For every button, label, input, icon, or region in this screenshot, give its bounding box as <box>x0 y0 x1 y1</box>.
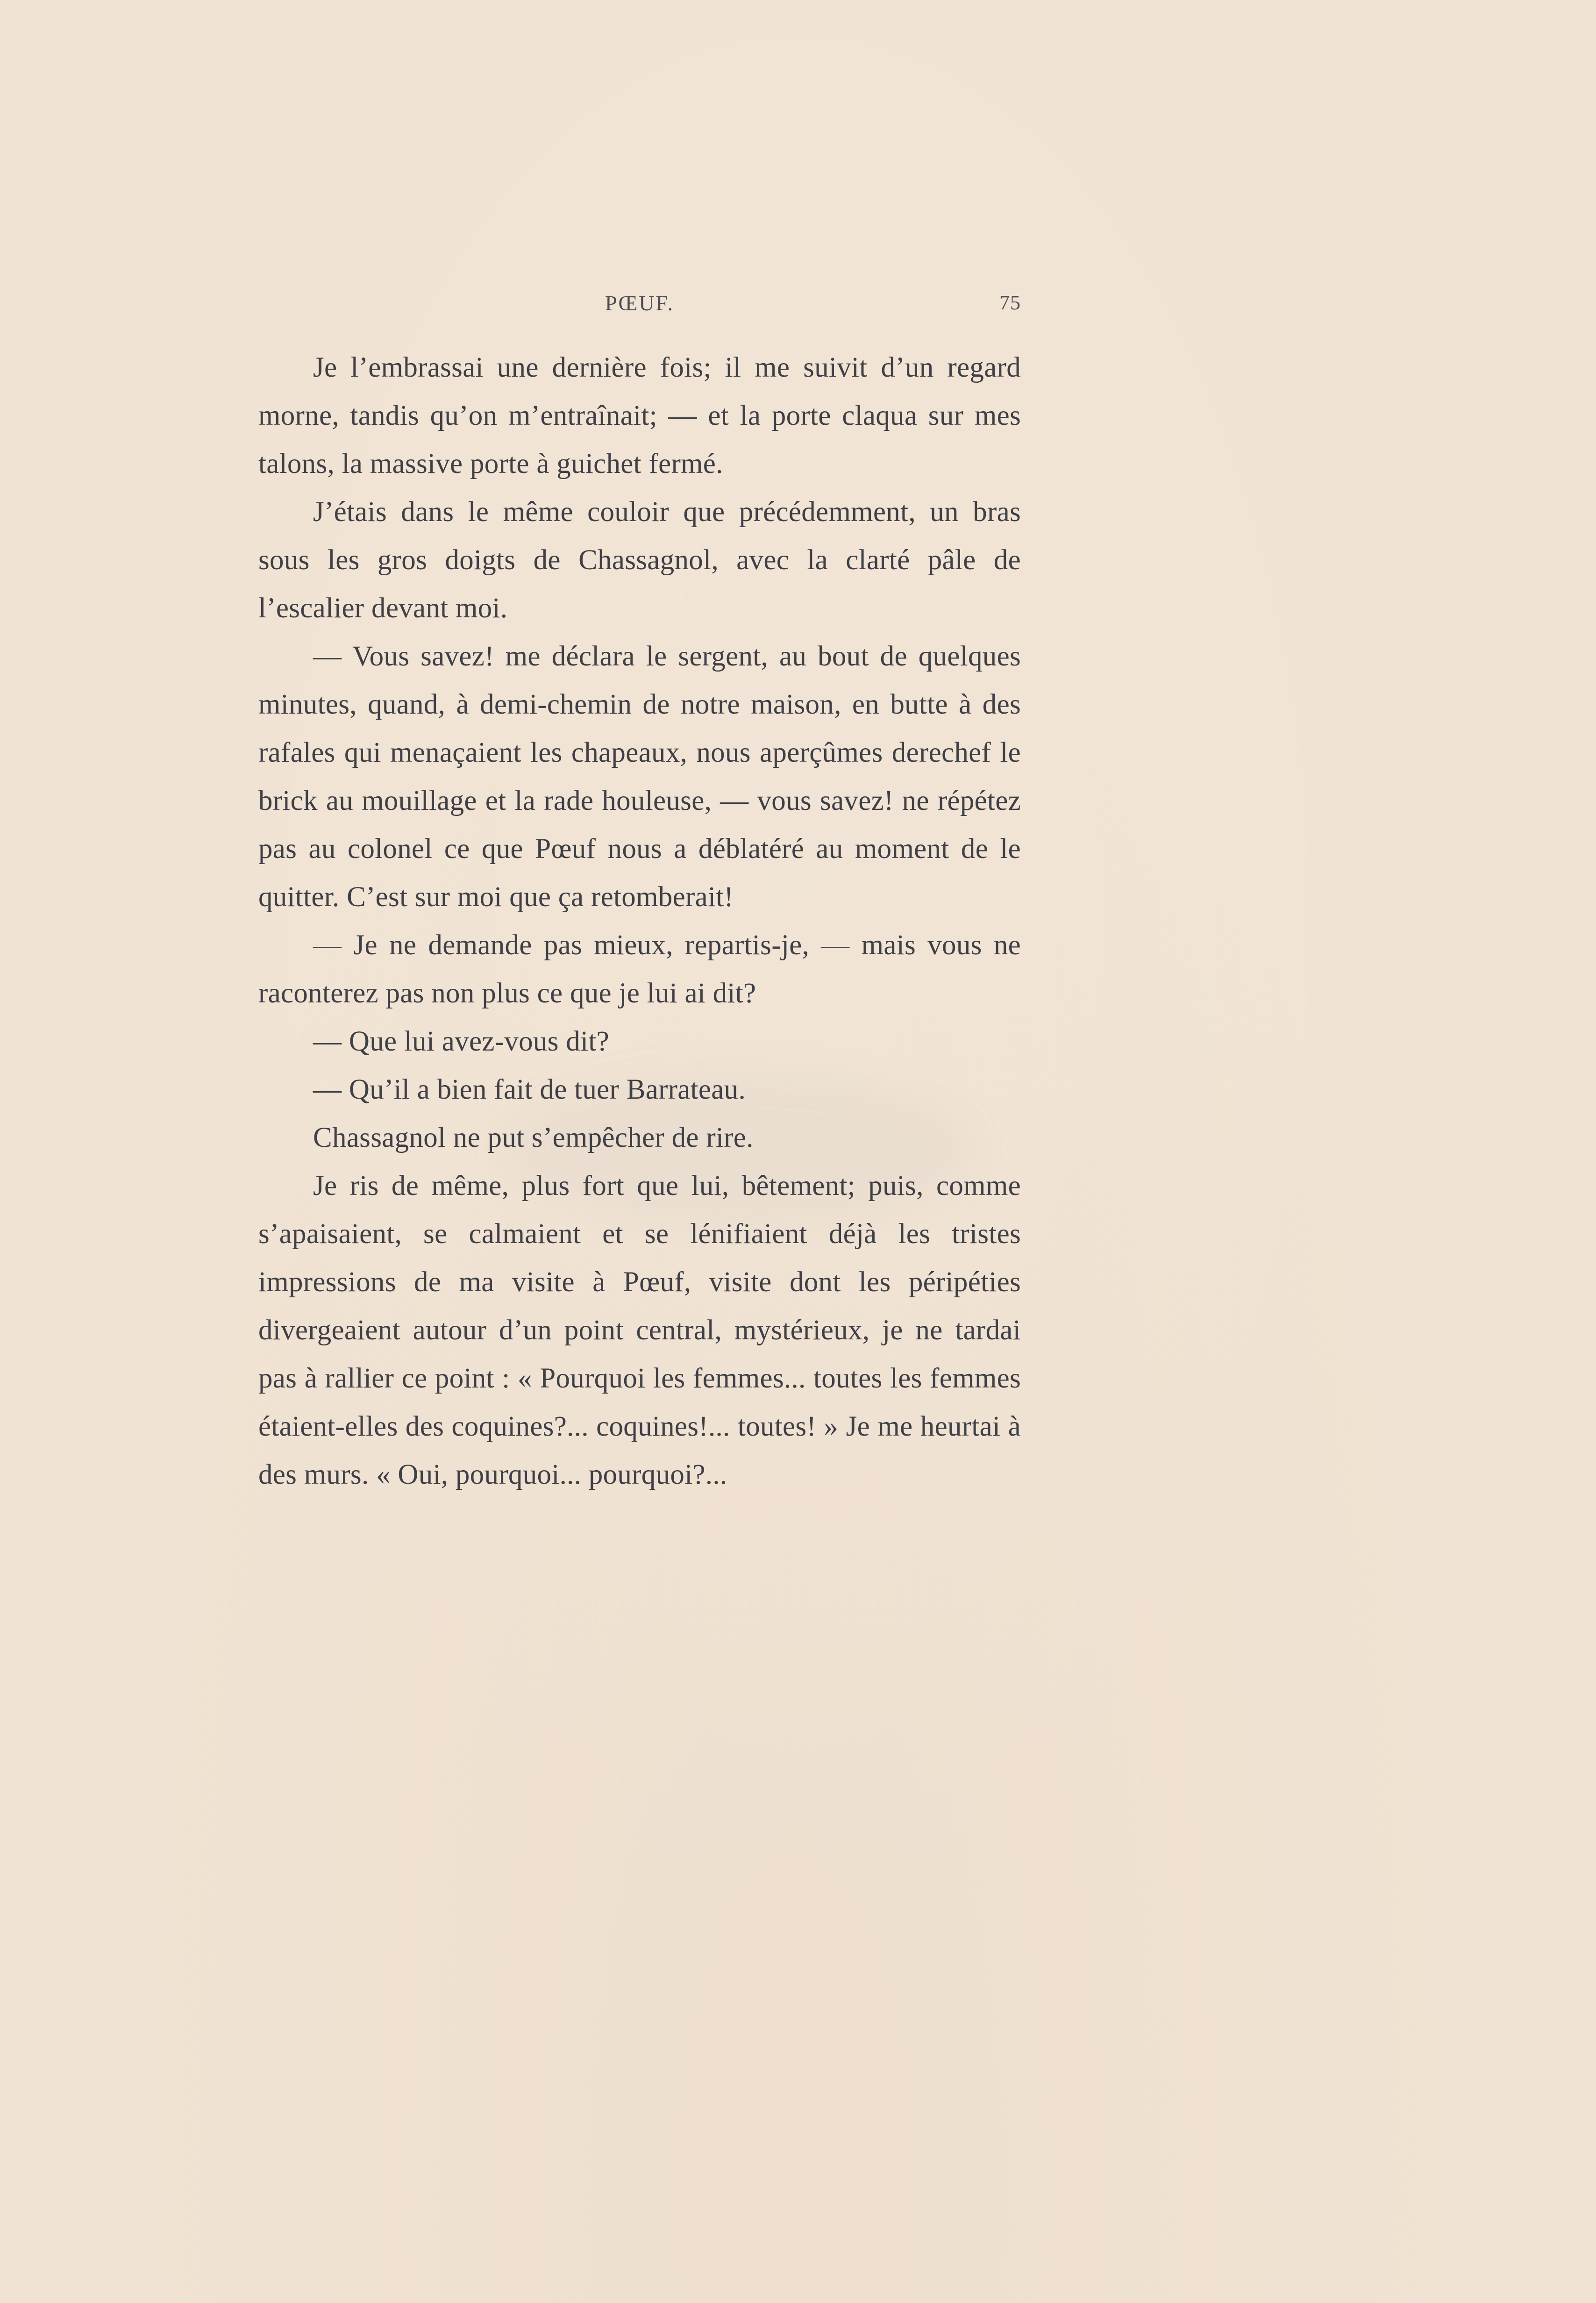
paragraph-5: — Que lui avez-vous dit? <box>313 1026 609 1057</box>
paragraph-8: Je ris de même, plus fort que lui, bêtement; puis, comme s’apaisaient, se calmaient et se lénifiaient déjà les tristes impressions de ma visite à Pœuf, visite dont les péripéties divergeaient autour d’un point central, mystérieux, je ne tardai pas à rallier ce point : « Pourquoi les femmes... toutes les femmes étaient-elles des coquines?... coquines!... toutes! » Je me heurtai à des murs. « Oui, pourquoi... pourquoi?... <box>258 1170 1021 1490</box>
paragraph-2: J’étais dans le même couloir que précédemment, un bras sous les gros doigts de Chassagnol, avec la clarté pâle de l’escalier devant moi. <box>258 496 1021 624</box>
page-body <box>258 343 1021 1499</box>
paragraph-3: — Vous savez! me déclara le sergent, au bout de quelques minutes, quand, à demi-chemin de notre maison, en butte à des rafales qui menaçaient les chapeaux, nous aperçûmes derechef le brick au mouillage et la rade houleuse, — vous savez! ne répétez pas au colonel ce que Pœuf nous a déblatéré au moment de le quitter. C’est sur moi que ça retomberait! <box>258 641 1021 913</box>
page-header <box>258 285 1021 327</box>
paragraph-7: Chassagnol ne put s’empêcher de rire. <box>313 1122 754 1153</box>
paragraph-4: — Je ne demande pas mieux, repartis-je, — mais vous ne raconterez pas non plus ce que je lui ai dit? <box>258 930 1021 1009</box>
page-number: 75 <box>999 291 1021 314</box>
running-title: PŒUF. <box>605 291 675 315</box>
paragraph-6: — Qu’il a bien fait de tuer Barrateau. <box>313 1074 746 1105</box>
paragraph-1: Je l’embrassai une dernière fois; il me suivit d’un regard morne, tandis qu’on m’entraînait; — et la porte claqua sur mes talons, la massive porte à guichet fermé. <box>258 352 1021 479</box>
